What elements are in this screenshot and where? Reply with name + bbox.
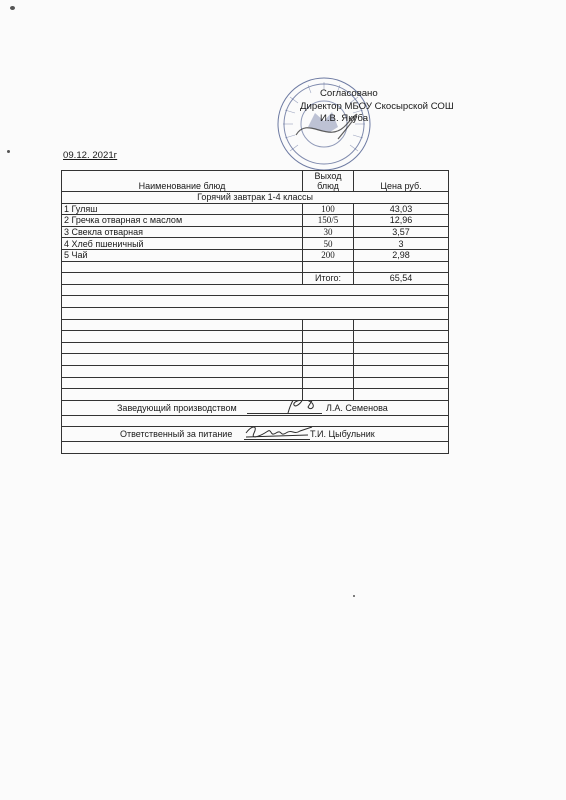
header-price: Цена руб.: [354, 171, 449, 192]
empty-row: [62, 365, 449, 377]
empty-row: [62, 342, 449, 354]
dish-name: 1 Гуляш: [62, 203, 303, 215]
dish-output: 200: [303, 249, 354, 261]
nutrition-role: Ответственный за питание: [120, 429, 233, 440]
total-label: Итого:: [303, 273, 354, 285]
header-dish-name: Наименование блюд: [62, 171, 303, 192]
total-value: 65,54: [354, 273, 449, 285]
empty-row: [62, 331, 449, 343]
dish-output: 150/5: [303, 215, 354, 227]
total-row: [62, 273, 449, 285]
empty-row: [62, 354, 449, 366]
dish-name: 2 Гречка отварная с маслом: [62, 215, 303, 227]
empty-row: [62, 284, 449, 296]
nutrition-signature-cell: [62, 427, 449, 442]
empty-row: [62, 377, 449, 389]
empty-row: [62, 442, 449, 454]
production-signature-row: [62, 400, 449, 415]
empty-row: [62, 319, 449, 331]
dish-name: 5 Чай: [62, 249, 303, 261]
approval-block: [300, 88, 454, 126]
scan-speck: [7, 150, 10, 153]
menu-table: [61, 170, 449, 454]
nutrition-name: Т.И. Цыбульник: [310, 429, 375, 440]
scan-speck: [10, 6, 15, 10]
approval-title: Согласовано: [320, 88, 378, 99]
dish-name: 4 Хлеб пшеничный: [62, 238, 303, 250]
dish-name: 3 Свекла отварная: [62, 226, 303, 238]
production-role: Заведующий производством: [117, 402, 237, 413]
scan-speck: [353, 595, 355, 597]
approval-position: Директор МБОУ Скосырской СОШ: [300, 100, 454, 112]
dish-price: 3: [354, 238, 449, 250]
approval-signatory: И.В. Якуба: [320, 113, 369, 124]
dish-output: 50: [303, 238, 354, 250]
nutrition-signature-row: [62, 427, 449, 442]
header-output: Выход блюд: [303, 171, 354, 192]
empty-row: [62, 307, 449, 319]
empty-row: [62, 389, 449, 401]
empty-row: [62, 415, 449, 427]
production-name: Л.А. Семенова: [326, 402, 388, 413]
menu-date: 09.12. 2021г: [63, 150, 118, 161]
dish-price: 2,98: [354, 249, 449, 261]
dish-price: 43,03: [354, 203, 449, 215]
production-signature-cell: [62, 400, 449, 415]
table-row: [62, 203, 449, 215]
section-title: Горячий завтрак 1-4 классы: [62, 192, 449, 204]
nutrition-signature: [242, 427, 317, 442]
production-signature: [272, 400, 332, 415]
table-header-row: [62, 171, 449, 192]
dish-price: 3,57: [354, 226, 449, 238]
table-row: [62, 226, 449, 238]
table-row: [62, 249, 449, 261]
dish-output: 30: [303, 226, 354, 238]
table-row: [62, 238, 449, 250]
dish-output: 100: [303, 203, 354, 215]
dish-price: 12,96: [354, 215, 449, 227]
section-row: [62, 192, 449, 204]
table-row: [62, 215, 449, 227]
empty-row: [62, 296, 449, 308]
empty-row: [62, 261, 449, 273]
